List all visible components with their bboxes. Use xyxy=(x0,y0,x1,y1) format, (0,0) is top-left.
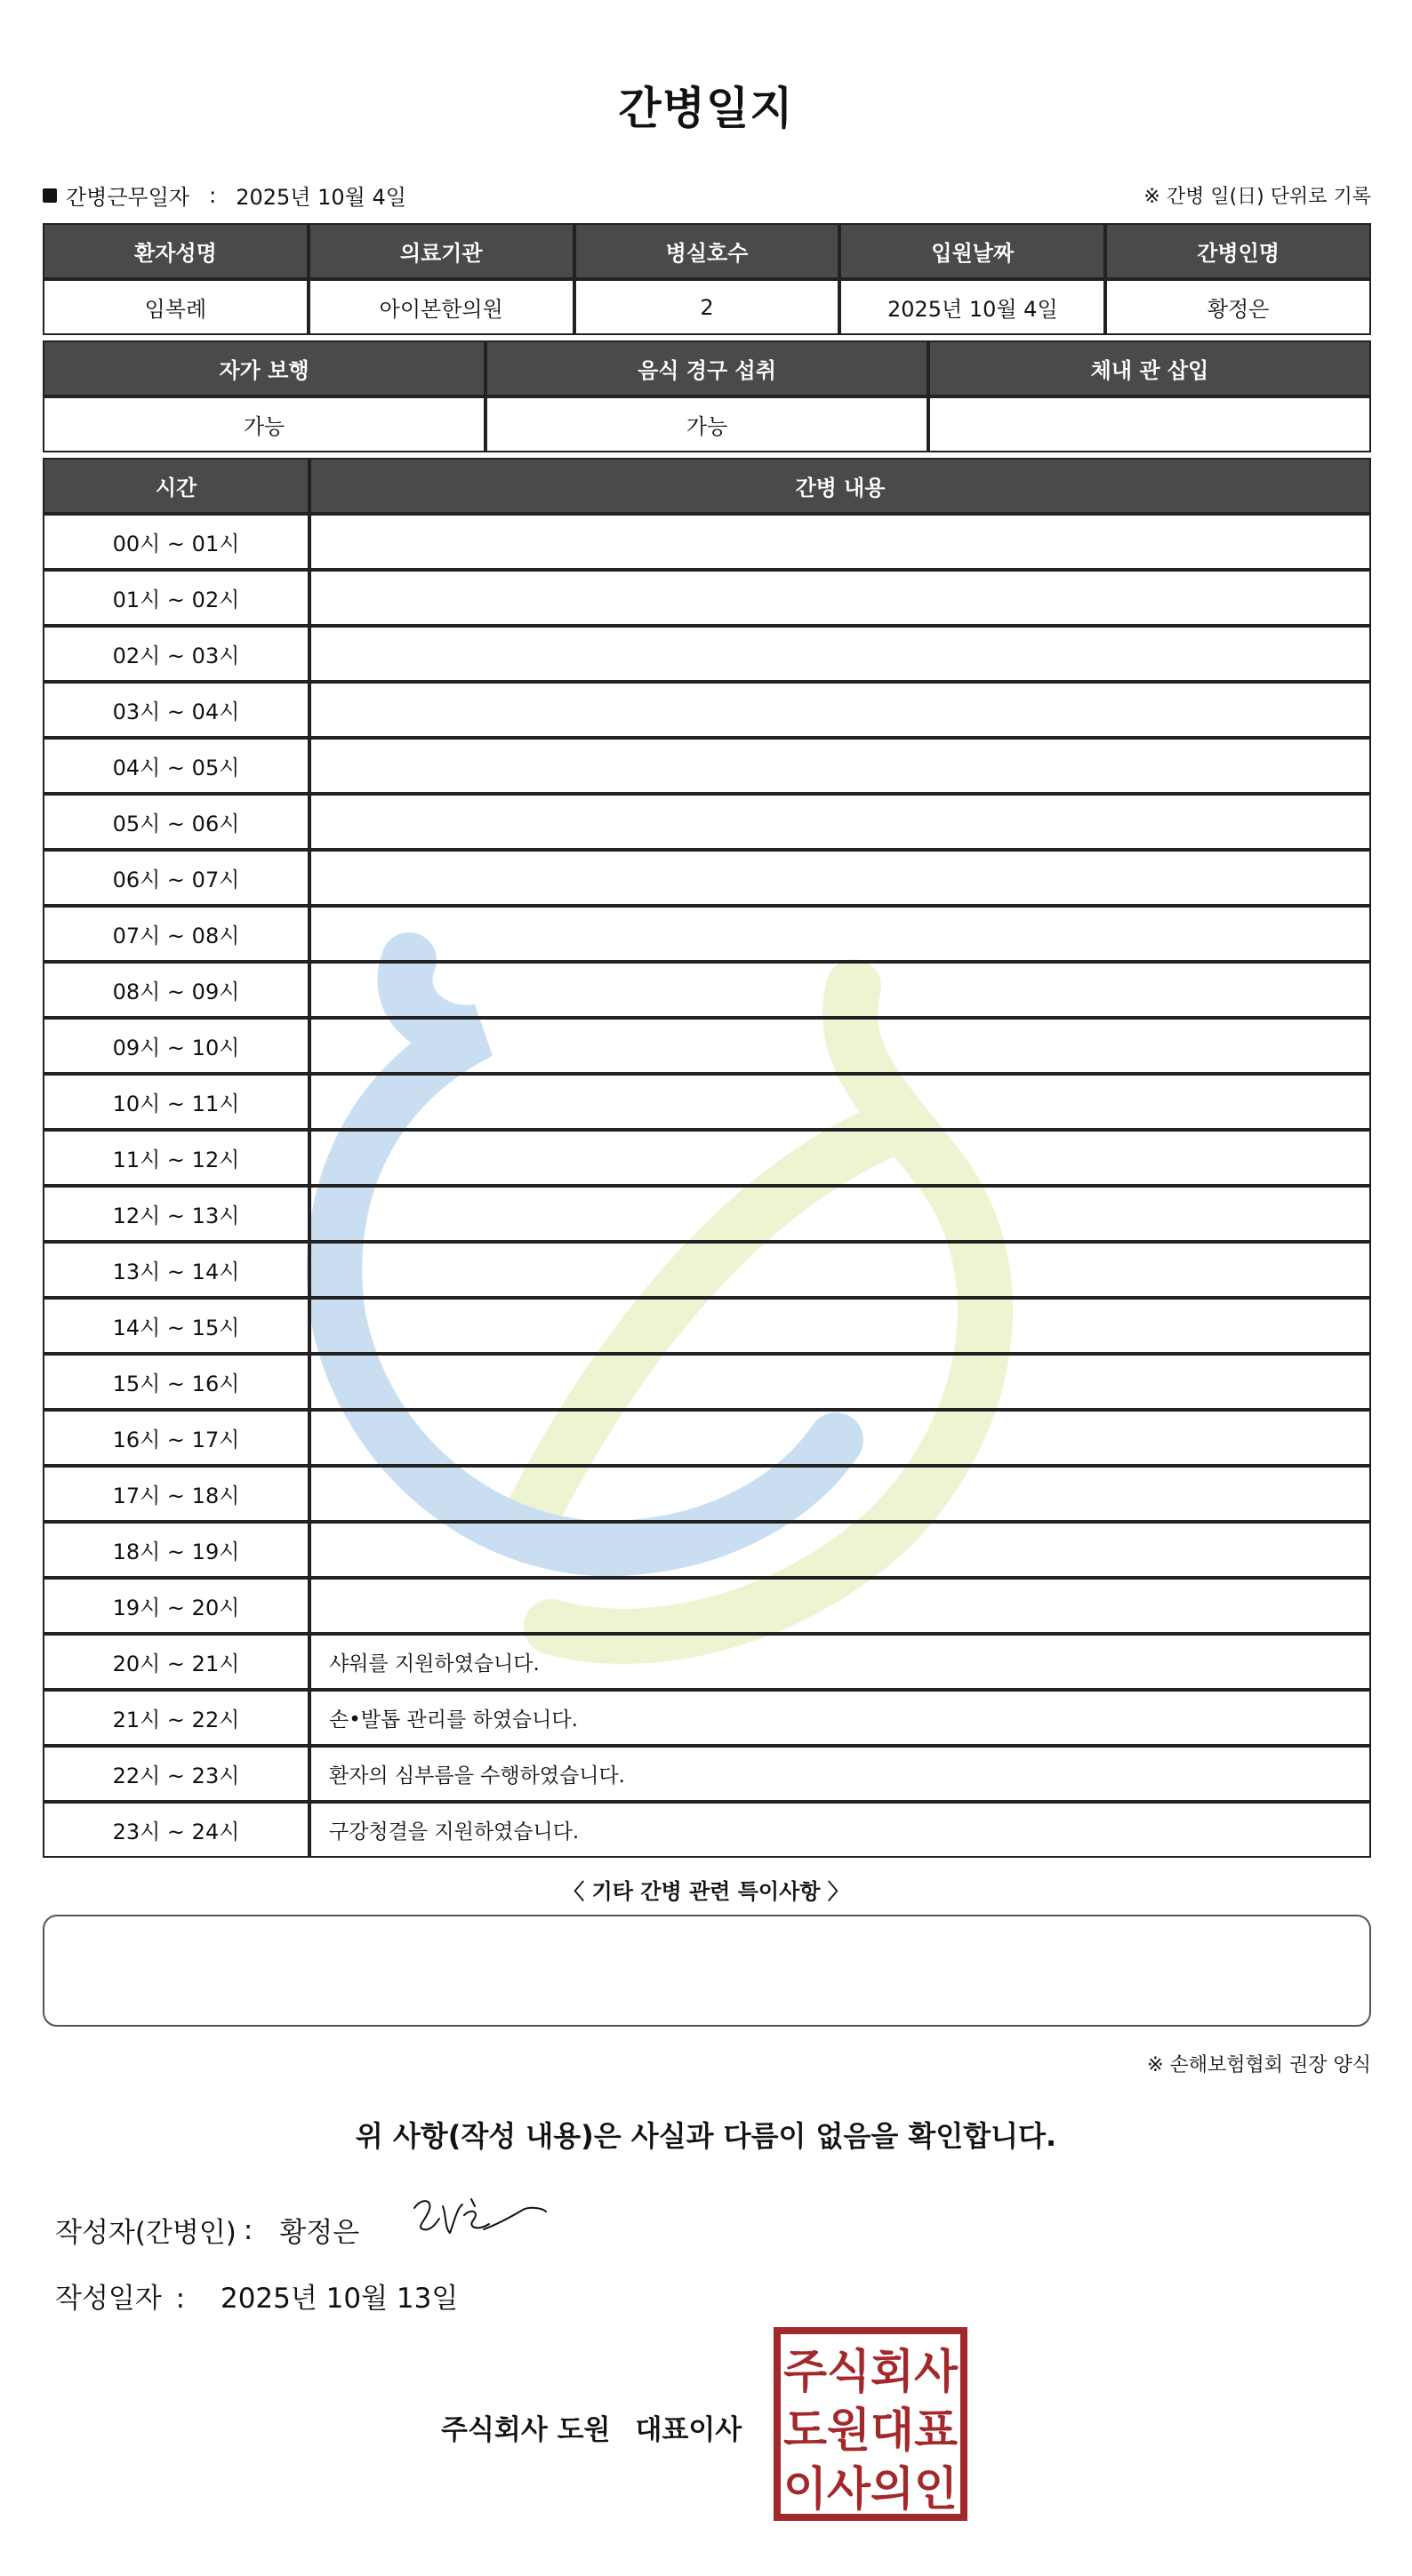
care-content-cell: 환자의 심부름을 수행하였습니다. xyxy=(309,1746,1371,1802)
care-content-cell xyxy=(309,1354,1371,1410)
care-content-cell xyxy=(309,1466,1371,1522)
care-log-table xyxy=(43,458,1371,1858)
care-content-cell: 샤워를 지원하였습니다. xyxy=(309,1634,1371,1690)
value-caregiver-name: 황정은 xyxy=(1105,279,1371,335)
time-slot-cell: 18시 ~ 19시 xyxy=(43,1522,309,1578)
table-row xyxy=(43,682,1371,738)
value-admission-date: 2025년 10월 4일 xyxy=(839,279,1105,335)
writer-colon: : xyxy=(243,2213,253,2246)
patient-info-table xyxy=(43,223,1371,335)
care-content-cell xyxy=(309,738,1371,794)
table-row xyxy=(43,906,1371,962)
table-row xyxy=(43,1074,1371,1130)
table-row xyxy=(43,1130,1371,1186)
value-self-walking: 가능 xyxy=(43,396,485,452)
time-slot-cell: 23시 ~ 24시 xyxy=(43,1802,309,1858)
seal-text-line: 도원대표 xyxy=(783,2404,958,2458)
header-room-number: 병실호수 xyxy=(574,223,840,279)
table-row xyxy=(43,1578,1371,1634)
time-slot-cell: 04시 ~ 05시 xyxy=(43,738,309,794)
time-slot-cell: 20시 ~ 21시 xyxy=(43,1634,309,1690)
time-slot-cell: 01시 ~ 02시 xyxy=(43,570,309,626)
writer-name: 황정은 xyxy=(279,2217,360,2249)
company-signature-line xyxy=(441,2407,742,2447)
table-row xyxy=(43,1690,1371,1746)
bullet-square-icon xyxy=(43,188,57,203)
time-slot-cell: 03시 ~ 04시 xyxy=(43,682,309,738)
care-content-cell xyxy=(309,570,1371,626)
care-content-cell: 구강청결을 지원하였습니다. xyxy=(309,1802,1371,1858)
time-slot-cell: 14시 ~ 15시 xyxy=(43,1298,309,1354)
time-slot-cell: 17시 ~ 18시 xyxy=(43,1466,309,1522)
table-row xyxy=(43,570,1371,626)
time-slot-cell: 11시 ~ 12시 xyxy=(43,1130,309,1186)
care-content-cell xyxy=(309,626,1371,682)
written-date-label: 작성일자 xyxy=(55,2283,162,2315)
care-content-cell xyxy=(309,1298,1371,1354)
time-slot-cell: 22시 ~ 23시 xyxy=(43,1746,309,1802)
company-name: 주식회사 도원 xyxy=(441,2414,611,2446)
care-content-cell xyxy=(309,850,1371,906)
time-slot-cell: 15시 ~ 16시 xyxy=(43,1354,309,1410)
table-row xyxy=(43,1802,1371,1858)
care-content-cell xyxy=(309,1018,1371,1074)
table-row xyxy=(43,1466,1371,1522)
work-date-colon: : xyxy=(209,182,217,208)
time-slot-cell: 19시 ~ 20시 xyxy=(43,1578,309,1634)
recommend-note: ※ 손해보험협회 권장 양식 xyxy=(1147,2054,1371,2076)
remarks-title: 〈 기타 간병 관련 특이사항 〉 xyxy=(563,1879,849,1904)
seal-text-line: 이사의인 xyxy=(783,2463,958,2516)
writer-label: 작성자(간병인) xyxy=(55,2217,237,2249)
work-date-label: 간병근무일자 xyxy=(66,185,190,210)
header-tube-insertion: 체내 관 삽입 xyxy=(928,340,1371,396)
time-slot-cell: 21시 ~ 22시 xyxy=(43,1690,309,1746)
header-oral-intake: 음식 경구 섭취 xyxy=(485,340,928,396)
value-tube-insertion xyxy=(928,396,1371,452)
care-content-cell xyxy=(309,1074,1371,1130)
work-date-row xyxy=(43,180,406,211)
table-row xyxy=(43,1746,1371,1802)
table-row xyxy=(43,738,1371,794)
header-patient-name: 환자성명 xyxy=(43,223,309,279)
time-slot-cell: 05시 ~ 06시 xyxy=(43,794,309,850)
written-date-colon: : xyxy=(175,2283,186,2315)
care-content-cell xyxy=(309,682,1371,738)
time-slot-cell: 13시 ~ 14시 xyxy=(43,1242,309,1298)
time-slot-cell: 02시 ~ 03시 xyxy=(43,626,309,682)
care-content-cell xyxy=(309,1130,1371,1186)
value-oral-intake: 가능 xyxy=(485,396,928,452)
work-date-value: 2025년 10월 4일 xyxy=(236,185,406,210)
care-content-cell xyxy=(309,1186,1371,1242)
written-date-row xyxy=(55,2276,458,2316)
time-slot-cell: 10시 ~ 11시 xyxy=(43,1074,309,1130)
table-row xyxy=(43,794,1371,850)
table-row xyxy=(43,1522,1371,1578)
document-title: 간병일지 xyxy=(618,83,794,134)
header-time: 시간 xyxy=(43,458,309,514)
table-row xyxy=(43,1354,1371,1410)
table-row xyxy=(43,1298,1371,1354)
care-content-cell xyxy=(309,1522,1371,1578)
header-admission-date: 입원날짜 xyxy=(839,223,1105,279)
value-room-number: 2 xyxy=(574,279,840,335)
header-caregiver-name: 간병인명 xyxy=(1105,223,1371,279)
time-slot-cell: 09시 ~ 10시 xyxy=(43,1018,309,1074)
writer-row xyxy=(55,2210,359,2250)
remarks-box xyxy=(43,1915,1371,2027)
table-row xyxy=(43,1018,1371,1074)
table-row xyxy=(43,1186,1371,1242)
company-seal-stamp xyxy=(772,2325,969,2523)
written-date-value: 2025년 10월 13일 xyxy=(220,2283,459,2315)
table-row xyxy=(43,1242,1371,1298)
seal-text-line: 주식회사 xyxy=(783,2346,959,2399)
time-slot-cell: 06시 ~ 07시 xyxy=(43,850,309,906)
table-row xyxy=(43,514,1371,570)
care-content-cell xyxy=(309,1578,1371,1634)
time-slot-cell: 08시 ~ 09시 xyxy=(43,962,309,1018)
value-hospital: 아이본한의원 xyxy=(309,279,574,335)
care-content-cell xyxy=(309,1410,1371,1466)
mobility-table xyxy=(43,340,1371,452)
time-slot-cell: 07시 ~ 08시 xyxy=(43,906,309,962)
care-content-cell xyxy=(309,514,1371,570)
company-role: 대표이사 xyxy=(635,2414,742,2446)
care-content-cell xyxy=(309,906,1371,962)
header-hospital: 의료기관 xyxy=(309,223,574,279)
table-row xyxy=(43,962,1371,1018)
table-row xyxy=(43,850,1371,906)
table-row xyxy=(43,1634,1371,1690)
care-content-cell xyxy=(309,962,1371,1018)
unit-note: ※ 간병 일(日) 단위로 기록 xyxy=(1143,186,1371,208)
time-slot-cell: 12시 ~ 13시 xyxy=(43,1186,309,1242)
table-row xyxy=(43,1410,1371,1466)
time-slot-cell: 16시 ~ 17시 xyxy=(43,1410,309,1466)
confirmation-statement: 위 사항(작성 내용)은 사실과 다름이 없음을 확인합니다. xyxy=(355,2119,1057,2153)
care-content-cell: 손•발톱 관리를 하였습니다. xyxy=(309,1690,1371,1746)
value-patient-name: 임복례 xyxy=(43,279,309,335)
time-slot-cell: 00시 ~ 01시 xyxy=(43,514,309,570)
table-row xyxy=(43,626,1371,682)
header-care-content: 간병 내용 xyxy=(309,458,1371,514)
care-content-cell xyxy=(309,1242,1371,1298)
handwritten-signature xyxy=(409,2188,551,2251)
header-self-walking: 자가 보행 xyxy=(43,340,485,396)
care-content-cell xyxy=(309,794,1371,850)
